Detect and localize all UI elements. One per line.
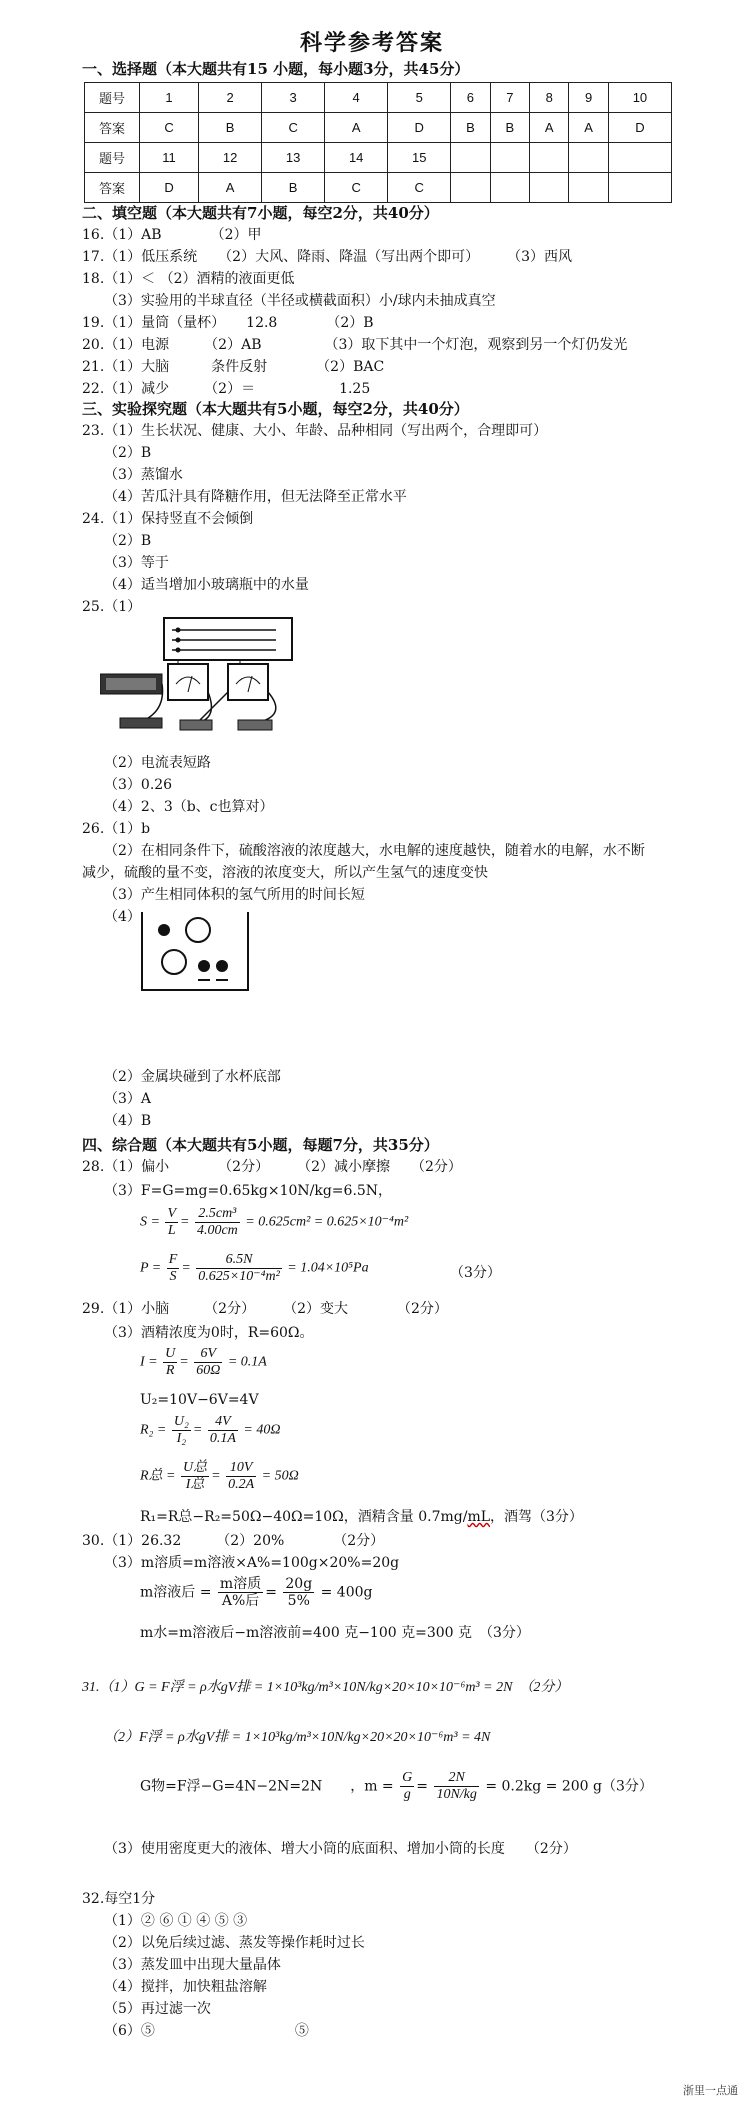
answer-line: R₁=R总−R₂=50Ω−40Ω=10Ω，酒精含量 0.7mg/mL，酒驾（3分） [140, 1509, 583, 1525]
answer-line: （3）实验用的半球直径（半径或横截面积）小/球内未抽成真空 [104, 293, 496, 309]
table-cell: 8 [530, 83, 569, 113]
table-cell: 9 [569, 83, 608, 113]
answer-line: （2）F浮 = ρ水gV排 = 1×10³kg/m³×10N/kg×20×20×10⁻⁶m³ = 4N [104, 1730, 491, 1745]
table-cell [569, 143, 608, 173]
answer-line: （3）0.26 [104, 777, 173, 793]
table-cell: 5 [388, 83, 451, 113]
table-cell: 7 [490, 83, 529, 113]
table-cell: B [199, 113, 262, 143]
answer-line: （1）② ⑥ ① ④ ⑤ ③ [104, 1913, 248, 1929]
table-cell [451, 173, 490, 203]
row-label: 答案 [85, 113, 140, 143]
answer-line: 20.（1）电源 （2）AB （3）取下其中一个灯泡，观察到另一个灯仍发光 [82, 337, 628, 353]
answer-line: （3）A [104, 1091, 152, 1107]
answer-line: （4）苦瓜汁具有降糖作用，但无法降至正常水平 [104, 489, 407, 505]
table-cell: B [262, 173, 325, 203]
table-cell [608, 173, 671, 203]
answer-line: （3）等于 [104, 555, 169, 571]
answer-line: 18.（1）＜ （2）酒精的液面更低 [82, 271, 295, 287]
section-heading-choice: 一、选择题（本大题共有15 小题，每小题3分，共45分） [82, 60, 470, 78]
answer-line: （3）m溶质=m溶液×A%=100g×20%=20g [104, 1555, 400, 1571]
table-cell: D [140, 173, 199, 203]
answer-line: 17.（1）低压系统 （2）大风、降雨、降温（写出两个即可） （3）西风 [82, 249, 572, 265]
table-cell: D [608, 113, 671, 143]
table-cell [608, 143, 671, 173]
answer-line: （2）B [104, 533, 152, 549]
row-label: 答案 [85, 173, 140, 203]
table-cell [530, 143, 569, 173]
table-row [85, 143, 672, 173]
row-label: 题号 [85, 83, 140, 113]
answer-table [84, 82, 672, 203]
answer-line: 30.（1）26.32 （2）20% （2分） [82, 1533, 385, 1549]
answer-line: 16.（1）AB （2）甲 [82, 227, 262, 243]
table-cell: 2 [199, 83, 262, 113]
answer-line: （4） [104, 909, 141, 925]
answer-line: （2）电流表短路 [104, 755, 211, 771]
answer-line: 29.（1）小脑 （2分） （2）变大 （2分） [82, 1301, 448, 1317]
answer-line: （2）金属块碰到了水杯底部 [104, 1069, 281, 1085]
formula-area: S = $\frac{V}{L}$ = $\frac{\text{2.5cm³}}{4.00cm}$ = 0.625cm² = 0.625×10⁻⁴m² [140, 1206, 409, 1238]
answer-line: （2）在相同条件下，硫酸溶液的浓度越大，水电解的速度越快，随着水的电解，水不断 [104, 843, 645, 859]
answer-line: （4）搅拌，加快粗盐溶解 [104, 1979, 267, 1995]
answer-line: （3）使用密度更大的液体、增大小筒的底面积、增加小筒的长度 （2分） [104, 1841, 577, 1857]
table-cell: A [199, 173, 262, 203]
answer-line: （4）2、3（b、c也算对） [104, 799, 274, 815]
answer-line: 25.（1） [82, 599, 142, 615]
table-cell [530, 173, 569, 203]
answer-line: 22.（1）减少 （2）＝ 1.25 [82, 381, 371, 397]
answer-line: （3）蒸馏水 [104, 467, 183, 483]
score-note: （3分） [450, 1265, 501, 1281]
table-cell: C [388, 173, 451, 203]
answer-line: （5）再过滤一次 [104, 2001, 211, 2017]
table-cell [451, 143, 490, 173]
answer-line: （4）适当增加小玻璃瓶中的水量 [104, 577, 309, 593]
table-row [85, 173, 672, 203]
row-label: 题号 [85, 143, 140, 173]
table-cell: 15 [388, 143, 451, 173]
page-title: 科学参考答案 [299, 30, 444, 56]
table-cell: D [388, 113, 451, 143]
section-heading-fill: 二、填空题（本大题共有7小题，每空2分，共40分） [82, 204, 439, 222]
formula-current: I = $\frac{U}{R}$ = $\frac{6V}{60\Omega}$ = 0.1A [140, 1346, 267, 1378]
table-cell: C [325, 173, 388, 203]
answer-line: （4）B [104, 1113, 152, 1129]
table-cell: 6 [451, 83, 490, 113]
answer-line: （3）产生相同体积的氢气所用的时间长短 [104, 887, 365, 903]
answer-line: 32.每空1分 [82, 1891, 156, 1907]
table-cell: A [325, 113, 388, 143]
table-cell: C [140, 113, 199, 143]
table-cell: B [451, 113, 490, 143]
answer-line: （2）以免后续过滤、蒸发等操作耗时过长 [104, 1935, 365, 1951]
answer-line: 减少，硫酸的量不变，溶液的浓度变大，所以产生氢气的速度变快 [82, 865, 488, 881]
table-cell: A [530, 113, 569, 143]
table-cell: 11 [140, 143, 199, 173]
table-row [85, 113, 672, 143]
answer-line: 28.（1）偏小 （2分） （2）减小摩擦 （2分） [82, 1159, 462, 1175]
table-cell: 1 [140, 83, 199, 113]
section-heading-comprehensive: 四、综合题（本大题共有5小题，每题7分，共35分） [82, 1136, 439, 1154]
table-cell: 14 [325, 143, 388, 173]
table-cell [490, 173, 529, 203]
circuit-diagram [100, 612, 300, 740]
answer-line: （2）B [104, 445, 152, 461]
section-heading-experiment: 三、实验探究题（本大题共有5小题，每空2分，共40分） [82, 400, 469, 418]
table-cell: 12 [199, 143, 262, 173]
footer-watermark: 浙里一点通 [683, 2084, 738, 2097]
answer-line: 26.（1）b [82, 821, 151, 837]
answer-line: m水=m溶液后−m溶液前=400 克−100 克=300 克 （3分） [140, 1625, 530, 1641]
answer-line: （6）⑤ ⑤ [104, 2023, 309, 2039]
answer-line: 24.（1）保持竖直不会倾倒 [82, 511, 254, 527]
answer-line: 19.（1）量筒（量杯） 12.8 （2）B [82, 315, 374, 331]
table-cell: 4 [325, 83, 388, 113]
answer-line: 23.（1）生长状况、健康、大小、年龄、品种相同（写出两个，合理即可） [82, 423, 548, 439]
table-cell [490, 143, 529, 173]
table-row [85, 83, 672, 113]
table-cell: A [569, 113, 608, 143]
table-cell: 13 [262, 143, 325, 173]
table-cell: B [490, 113, 529, 143]
formula-rtotal: R总 = $\frac{\text{U总}}{\text{I总}}$ = $\frac{10V}{0.2A}$ = 50Ω [140, 1460, 299, 1492]
answer-line: 21.（1）大脑 条件反射 （2）BAC [82, 359, 385, 375]
answer-line: （3）蒸发皿中出现大量晶体 [104, 1957, 281, 1973]
table-cell: 3 [262, 83, 325, 113]
table-cell: C [262, 113, 325, 143]
answer-line: （3）酒精浓度为0时，R=60Ω。 [104, 1325, 314, 1341]
table-cell [569, 173, 608, 203]
formula-solution: m溶液后 = $\frac{\text{m溶质}}{\text{A\%后}}$ = $\frac{20g}{5\%}$ = 400g [140, 1576, 373, 1609]
formula-r2: R₂ = $\frac{\text{U₂}}{\text{I₂}}$ = $\frac{4V}{0.1A}$ = 40Ω [140, 1414, 281, 1446]
formula-pressure: P = $\frac{F}{S}$ = $\frac{6.5N}{\text{0.625×10⁻⁴m²}}$ = 1.04×10⁵Pa [140, 1252, 369, 1284]
answer-line: 31.（1）G = F浮 = ρ水gV排 = 1×10³kg/m³×10N/kg×20×10×10⁻⁶m³ = 2N （2分） [82, 1680, 569, 1695]
particle-diagram [140, 910, 250, 994]
answer-line: （3）F=G=mg=0.65kg×10N/kg=6.5N， [104, 1183, 393, 1199]
table-cell: 10 [608, 83, 671, 113]
formula-mass: G物=F浮−G=4N−2N=2N ，m = $\frac{G}{g}$ = $\frac{2N}{10N/kg}$ = 0.2kg = 200 g（3分） [140, 1770, 653, 1802]
answer-line: U₂=10V−6V=4V [140, 1392, 259, 1408]
